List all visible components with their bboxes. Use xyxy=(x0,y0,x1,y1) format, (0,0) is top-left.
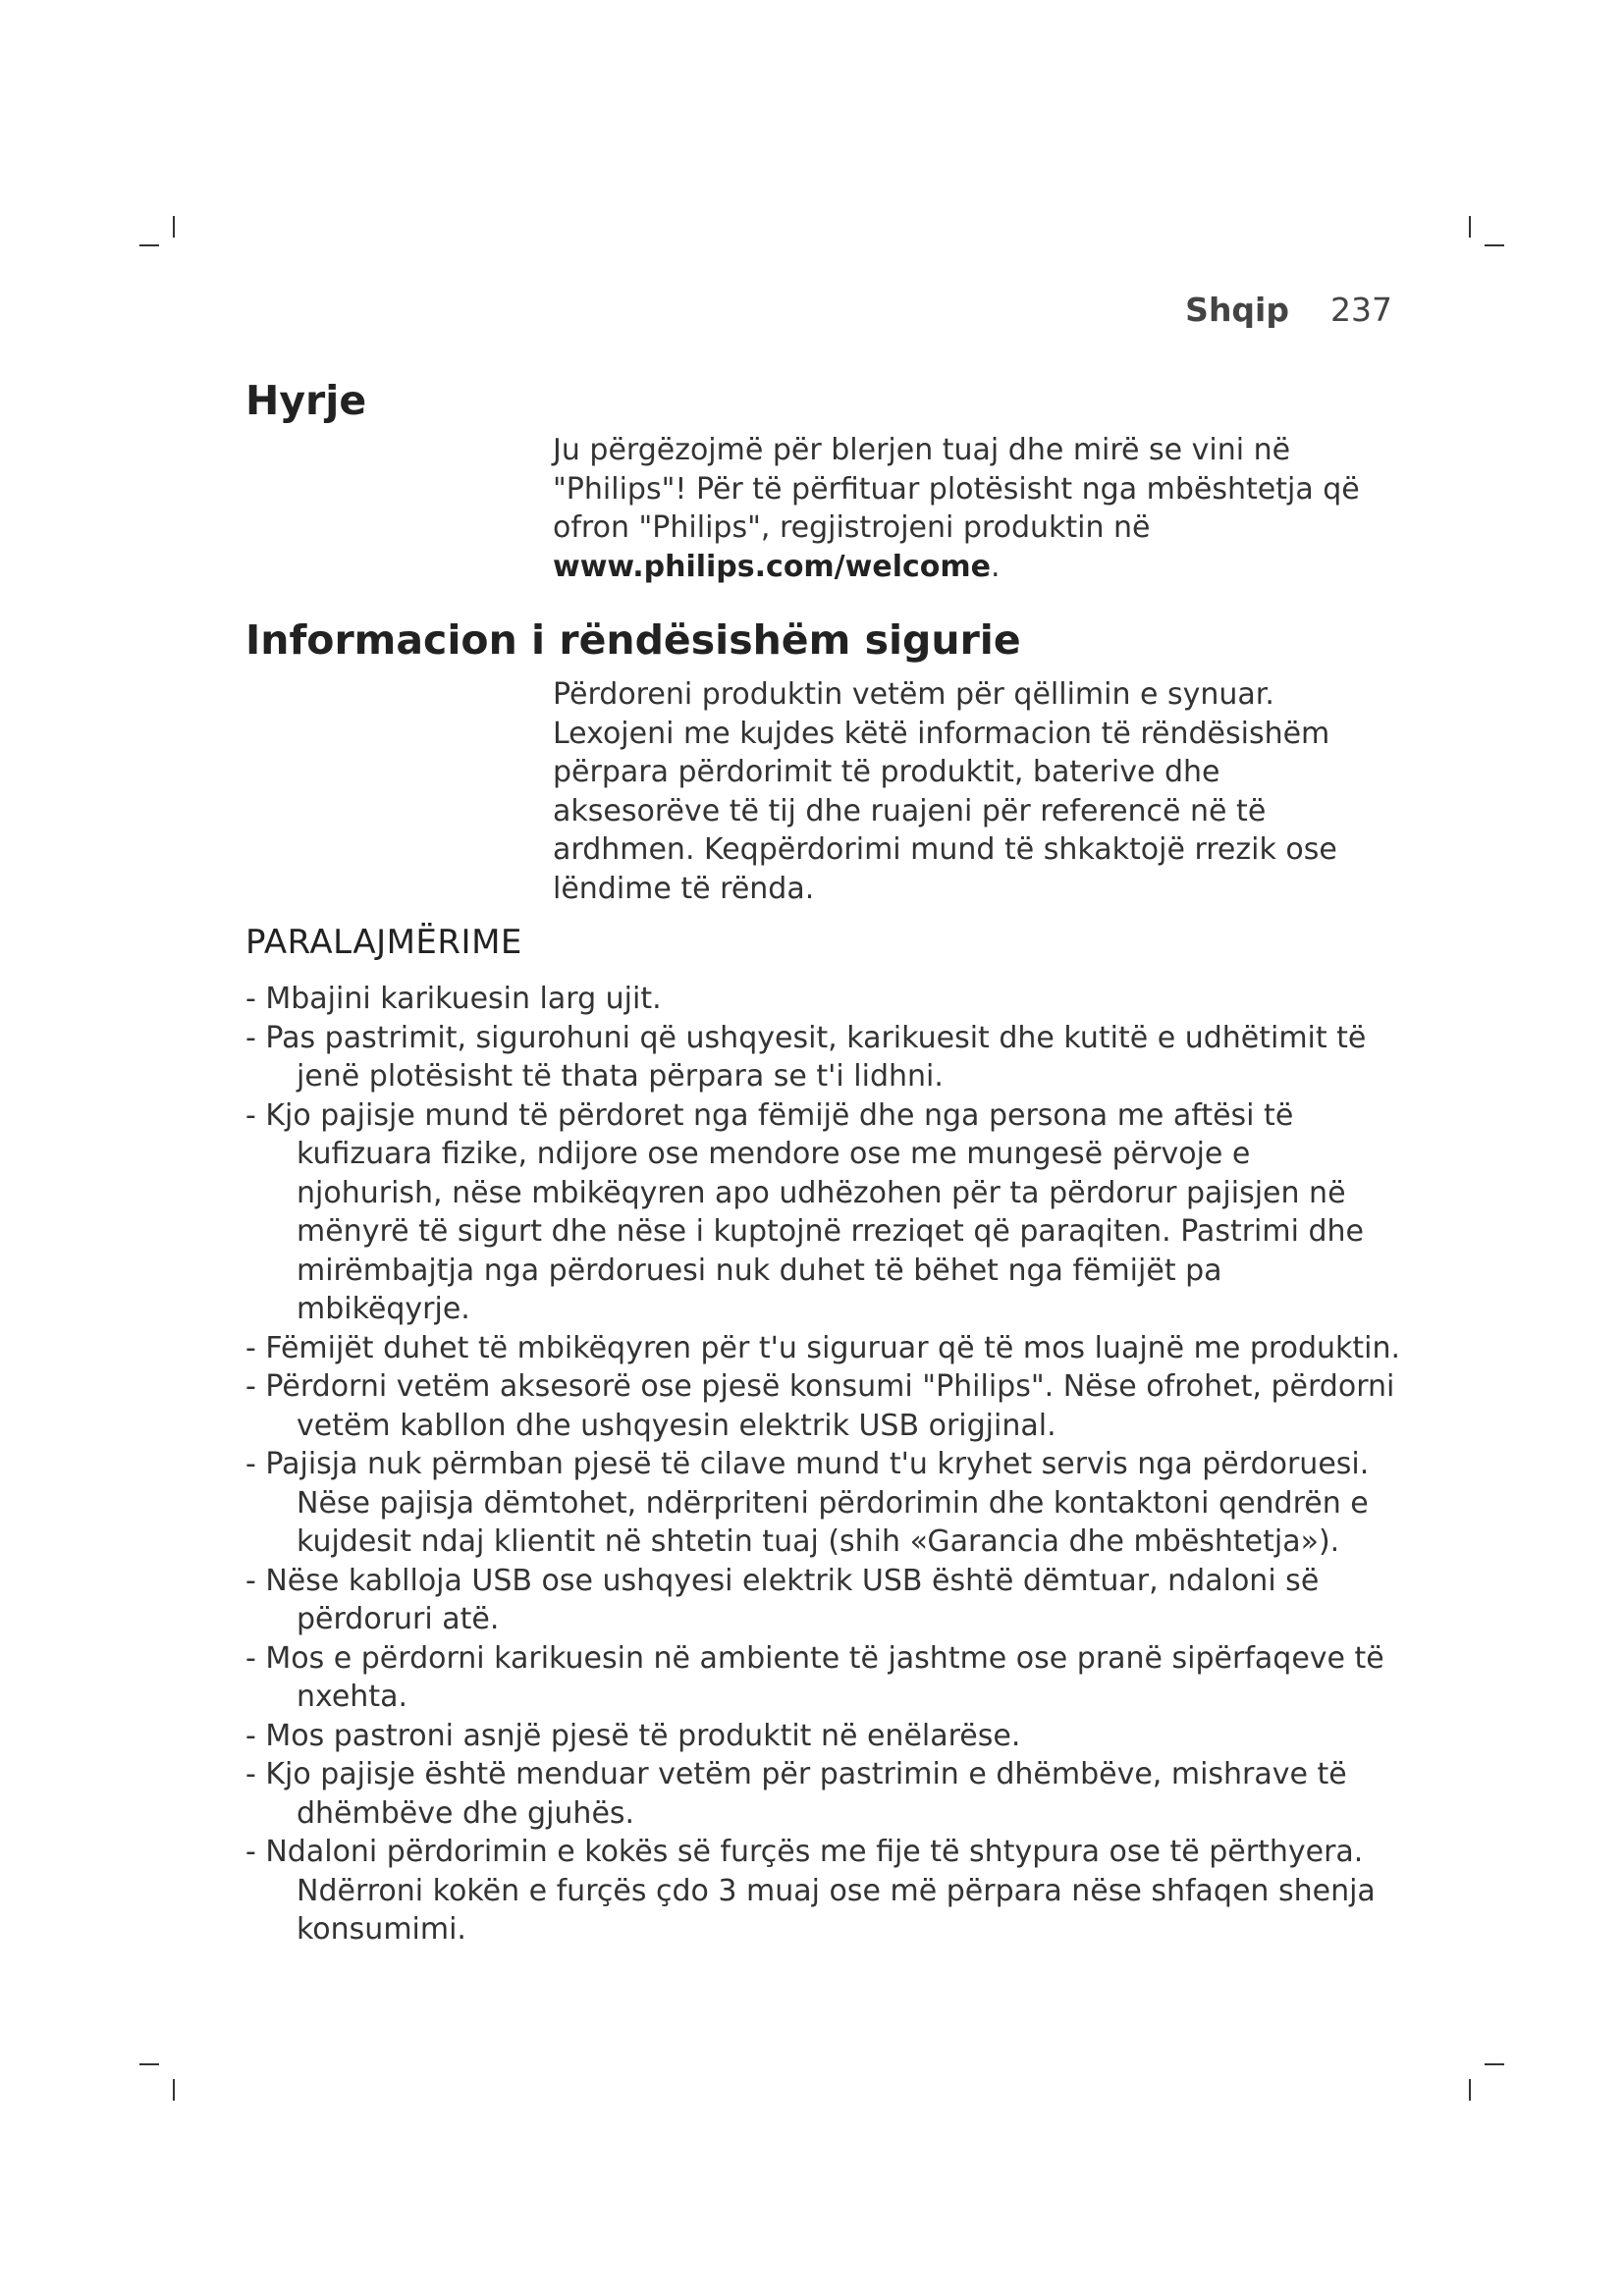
intro-text-end: . xyxy=(991,549,1001,584)
warning-item: - Mbajini karikuesin larg ujit. xyxy=(245,982,662,1016)
warning-item: - Nëse kablloja USB ose ushqyesi elektrik USB është dëmtuar, ndaloni së përdoruri atë. xyxy=(245,1563,1320,1636)
page-number: 237 xyxy=(1330,291,1392,329)
warning-item: - Kjo pajisje është menduar vetëm për pastrimin e dhëmbëve, mishrave të dhëmbëve dhe gjuhës. xyxy=(245,1757,1347,1831)
crop-mark-top-left-h xyxy=(139,244,159,246)
warning-item: - Pas pastrimit, sigurohuni që ushqyesit, karikuesit dhe kutitë e udhëtimit të jenë plotësisht të thata përpara se t'i lidhni. xyxy=(245,1020,1367,1094)
header-language: Shqip xyxy=(1185,291,1289,329)
warning-item: - Pajisja nuk përmban pjesë të cilave mund t'u kryhet servis nga përdoruesi. Nëse pajisja dëmtohet, ndërpriteni përdorimin dhe kontaktoni qendrën e kujdesit ndaj klientit në shtetin tuaj (shih «Garancia dhe mbështetja»). xyxy=(245,1447,1370,1559)
intro-paragraph xyxy=(553,431,1395,586)
warning-item: - Fëmijët duhet të mbikëqyren për t'u siguruar që të mos luajnë me produktin. xyxy=(245,1330,1401,1365)
warning-item: - Përdorni vetëm aksesorë ose pjesë konsumi "Philips". Nëse ofrohet, përdorni vetëm kabllon dhe ushqyesin elektrik USB origjinal. xyxy=(245,1369,1395,1443)
crop-mark-bottom-right-h xyxy=(1485,2063,1504,2065)
crop-mark-bottom-right-v xyxy=(1469,2079,1471,2101)
welcome-link: www.philips.com/welcome xyxy=(553,549,991,584)
warnings-list xyxy=(245,980,1404,1949)
warning-item: - Mos e përdorni karikuesin në ambiente të jashtme ose pranë sipërfaqeve të nxehta. xyxy=(245,1640,1384,1714)
crop-mark-top-left-v xyxy=(173,216,175,238)
intro-heading: Hyrje xyxy=(245,377,367,424)
crop-mark-bottom-left-v xyxy=(173,2079,175,2101)
safety-heading: Informacion i rëndësishëm sigurie xyxy=(245,616,1021,664)
crop-mark-top-right-v xyxy=(1469,216,1471,238)
crop-mark-bottom-left-h xyxy=(139,2063,159,2065)
safety-paragraph: Përdoreni produktin vetëm për qëllimin e synuar. Lexojeni me kujdes këtë informacion të rëndësishëm përpara përdorimit të produktit, baterive dhe aksesorëve të tij dhe ruajeni për referencë në të ardhmen. Keqpërdorimi mund të shkaktojë rrezik ose lëndime të rënda. xyxy=(553,677,1337,906)
warning-item: - Ndaloni përdorimin e kokës së furçës me fije të shtypura ose të përthyera. Ndërroni kokën e furçës çdo 3 muaj ose më përpara nëse shfaqen shenja konsumimi. xyxy=(245,1835,1376,1947)
crop-mark-top-right-h xyxy=(1485,244,1504,246)
running-header xyxy=(1080,291,1392,329)
warnings-heading: PARALAJMËRIME xyxy=(245,923,522,962)
warning-item: - Kjo pajisje mund të përdoret nga fëmijë dhe nga persona me aftësi të kufizuara fizike, ndijore ose mendore ose me mungesë përvoje e njohurish, nëse mbikëqyren apo udhëzohen për ta përdorur pajisjen në mënyrë të sigurt dhe nëse i kuptojnë rreziqet që paraqiten. Pastrimi dhe mirëmbajtja nga përdoruesi nuk duhet të bëhet nga fëmijët pa mbikëqyrje. xyxy=(245,1097,1364,1326)
warning-item: - Mos pastroni asnjë pjesë të produktit në enëlarëse. xyxy=(245,1718,1021,1753)
intro-text: Ju përgëzojmë për blerjen tuaj dhe mirë se vini në "Philips"! Për të përfituar plotësisht nga mbështetja që ofron "Philips", regjistrojeni produktin në xyxy=(553,433,1360,545)
